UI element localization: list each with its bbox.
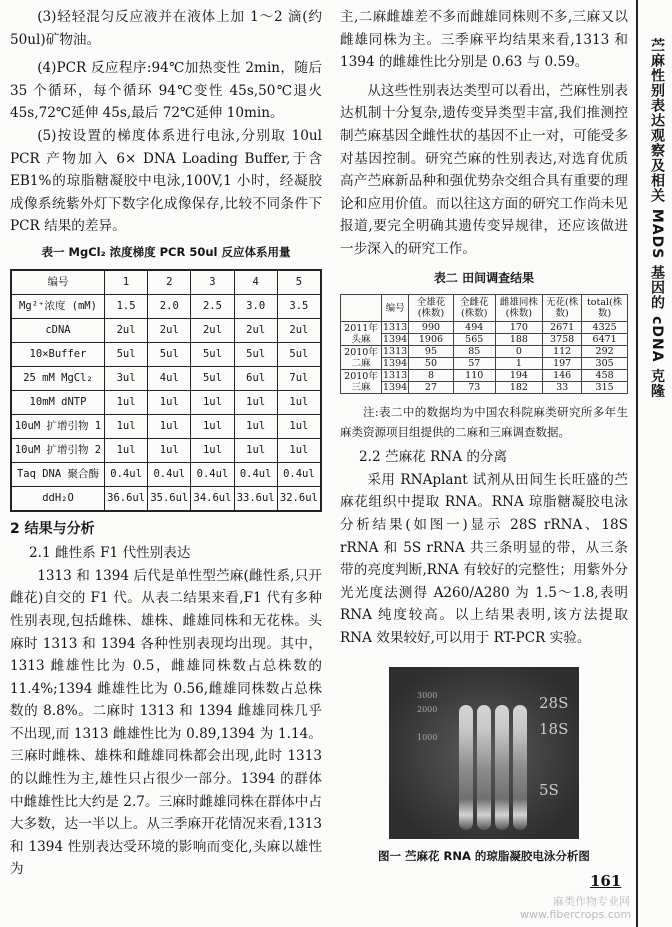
table2-caption: 表二 田间调查结果 bbox=[433, 270, 535, 285]
table-cell: 1394 bbox=[383, 382, 408, 394]
table-cell: 2.0 bbox=[148, 294, 191, 318]
page-number: 161 bbox=[590, 872, 622, 890]
table-header-cell: 全雄花(株数) bbox=[409, 295, 454, 322]
table-cell: 1ul bbox=[105, 414, 148, 438]
table-cell: 2ul bbox=[191, 318, 234, 342]
table-cell: 1313 bbox=[383, 322, 408, 334]
table-cell: 7ul bbox=[277, 366, 321, 390]
table-cell: 36.6ul bbox=[105, 486, 148, 511]
marker-label: 3000 bbox=[417, 691, 438, 701]
table-cell: 25 mM MgCl₂ bbox=[11, 366, 105, 390]
table-header-cell bbox=[341, 295, 382, 322]
table-header-cell: 编号 bbox=[382, 295, 409, 322]
table1-caption: 表一 MgCl₂ 浓度梯度 PCR 50ul 反应体系用量 bbox=[41, 244, 291, 259]
table2 bbox=[340, 294, 628, 394]
watermark bbox=[520, 895, 630, 921]
paragraph: 从这些性别表达类型可以看出，苎麻性别表达机制十分复杂,遗传变异类型丰富,我们推测控制苎麻基因全雌性状的基因不止一对，可能受多对基因控制。研究苎麻的性别表达,对选育优质高产苎麻新品种和强优势杂交组合具有重要的理论和应用价值。而以往这方面的研究工作尚未见报道,要完全明确其遗传变异规律，还应该做进一步深入的研究工作。 bbox=[340, 82, 628, 257]
table-cell: 1ul bbox=[277, 414, 321, 438]
table-cell: 6471 bbox=[582, 334, 628, 346]
table-cell: 5ul bbox=[191, 342, 234, 366]
subsection-heading: 2.2 苎麻花 RNA 的分离 bbox=[359, 449, 508, 466]
table-cell: cDNA bbox=[11, 318, 105, 342]
paragraph: (3)轻轻混匀反应液并在液体上加 1～2 滴(约50ul)矿物油。 bbox=[10, 9, 322, 48]
figure-caption: 图一 苎麻花 RNA 的琼脂凝胶电泳分析图 bbox=[378, 849, 590, 864]
table-cell: 1ul bbox=[191, 414, 234, 438]
section-heading: 2 结果与分析 bbox=[10, 520, 95, 537]
band-label: 5S bbox=[539, 781, 559, 800]
table-cell: 2ul bbox=[234, 318, 277, 342]
left-column bbox=[10, 6, 322, 881]
table-row bbox=[11, 342, 321, 366]
right-column bbox=[340, 6, 628, 873]
gel-lane bbox=[495, 705, 509, 830]
table-row bbox=[341, 358, 628, 370]
table-cell: 0.4ul bbox=[148, 462, 191, 486]
table-cell: 1ul bbox=[148, 390, 191, 414]
table-cell: 57 bbox=[453, 358, 495, 370]
table-cell: 292 bbox=[582, 346, 628, 358]
table-cell: 194 bbox=[495, 370, 542, 382]
table-cell: 0.4ul bbox=[105, 462, 148, 486]
table-cell: Taq DNA 聚合酶 bbox=[11, 462, 105, 486]
table-cell: 6ul bbox=[234, 366, 277, 390]
table-cell: 170 bbox=[495, 322, 542, 334]
table-cell: 27 bbox=[409, 382, 454, 394]
gel-electrophoresis-image bbox=[389, 667, 579, 839]
table-note: 注:表二中的数据均为中国农科院麻类研究所多年生麻类资源项目组提供的二麻和三麻调查数据。 bbox=[340, 405, 628, 440]
table-cell: 1ul bbox=[277, 390, 321, 414]
table-cell: 0.4ul bbox=[277, 462, 321, 486]
table-cell: 3.0 bbox=[234, 294, 277, 318]
subsection-heading: 2.1 雌性系 F1 代性别表达 bbox=[29, 545, 191, 562]
table-row bbox=[11, 414, 321, 438]
table-cell: 1ul bbox=[148, 438, 191, 462]
paragraph: 采用 RNAplant 试剂从田间生长旺盛的苎麻花组织中提取 RNA。RNA 琼脂糖凝胶电泳分析结果(如图一)显示 28S rRNA、18S rRNA 和 5S rRNA 共三条明显的带，从三条带的亮度判断,RNA 有较好的完整性；用紫外分光光度法测得 A260/A280 为 1.5～1.8,表明 RNA 纯度较高。以上结果表明,该方法提取 RNA 效果较好,可以用于 RT-PCR 实验。 bbox=[340, 471, 628, 646]
table-cell: 4ul bbox=[148, 366, 191, 390]
table-row bbox=[341, 346, 628, 358]
table-cell: 95 bbox=[409, 346, 454, 358]
table-cell: 188 bbox=[495, 334, 542, 346]
table-row bbox=[11, 390, 321, 414]
gel-lane bbox=[513, 705, 527, 830]
table-cell: 10×Buffer bbox=[11, 342, 105, 366]
table-cell: 5ul bbox=[148, 342, 191, 366]
table-cell: 85 bbox=[453, 346, 495, 358]
watermark-line: 麻类作物专业网 bbox=[553, 895, 630, 908]
table-cell: 1ul bbox=[277, 438, 321, 462]
table-cell: 2ul bbox=[105, 318, 148, 342]
table-cell: 1 bbox=[495, 358, 542, 370]
table-cell: 10uM 扩增引物 2 bbox=[11, 438, 105, 462]
table-cell: 3.5 bbox=[277, 294, 321, 318]
table-cell: 458 bbox=[582, 370, 628, 382]
table-cell: 32.6ul bbox=[277, 486, 321, 511]
column-rule bbox=[636, 0, 638, 927]
running-title: 苎麻性别表达观察及相关 MADS 基因的 cDNA 克隆 bbox=[649, 38, 665, 399]
table-header-cell: 雌雄同株(株数) bbox=[495, 295, 542, 322]
table-cell: 112 bbox=[543, 346, 582, 358]
table-cell: 5ul bbox=[191, 366, 234, 390]
table-cell: 197 bbox=[543, 358, 582, 370]
table-cell: 0.4ul bbox=[191, 462, 234, 486]
table-cell: 0 bbox=[495, 346, 542, 358]
table-cell: 73 bbox=[453, 382, 495, 394]
table-cell: 494 bbox=[453, 322, 495, 334]
table-cell: 1313 bbox=[383, 346, 408, 358]
table-header-row bbox=[341, 295, 628, 322]
table-cell: 33 bbox=[543, 382, 582, 394]
table-cell: 5ul bbox=[277, 342, 321, 366]
table-cell: 3 bbox=[191, 270, 234, 295]
table-row bbox=[341, 382, 628, 394]
table-cell: Mg²⁺浓度 (mM) bbox=[11, 294, 105, 318]
table-row bbox=[11, 438, 321, 462]
paragraph: 主,二麻雌雄差不多而雌雄同株则不多,三麻又以雌雄同株为主。三季麻平均结果来看,1313 和 1394 的雌雄性比分别是 0.63 与 0.59。 bbox=[340, 9, 628, 71]
watermark-line: www.fibercrops.com bbox=[520, 908, 632, 921]
table-cell: 4 bbox=[234, 270, 277, 295]
table-header-cell: 无花(株数) bbox=[543, 295, 582, 322]
table-row bbox=[341, 334, 628, 346]
marker-label: 1000 bbox=[417, 733, 438, 743]
table-cell: 2ul bbox=[277, 318, 321, 342]
table-cell: 1ul bbox=[191, 390, 234, 414]
table-cell: 1 bbox=[105, 270, 148, 295]
table-cell: 146 bbox=[543, 370, 582, 382]
table1 bbox=[10, 269, 322, 512]
table-row bbox=[11, 366, 321, 390]
table-row bbox=[341, 370, 628, 382]
table-row bbox=[11, 270, 321, 295]
table-cell: 1ul bbox=[191, 438, 234, 462]
table-cell: 1.5 bbox=[105, 294, 148, 318]
table-cell: 5ul bbox=[234, 342, 277, 366]
table-cell: 34.6ul bbox=[191, 486, 234, 511]
table-cell: 2.5 bbox=[191, 294, 234, 318]
gel-lane bbox=[477, 705, 491, 830]
table-cell: 3758 bbox=[543, 334, 582, 346]
table-cell: 1ul bbox=[234, 438, 277, 462]
table-row bbox=[11, 294, 321, 318]
table-cell: 8 bbox=[409, 370, 454, 382]
table-cell: 1ul bbox=[234, 414, 277, 438]
table-cell: 编号 bbox=[11, 270, 105, 295]
table-cell: 33.6ul bbox=[234, 486, 277, 511]
table-cell: 0.4ul bbox=[234, 462, 277, 486]
table-cell: 305 bbox=[582, 358, 628, 370]
table-cell: 1ul bbox=[234, 390, 277, 414]
table-row bbox=[11, 486, 321, 511]
marker-label: 2000 bbox=[417, 705, 438, 715]
gel-lane bbox=[459, 705, 473, 830]
table-cell: 182 bbox=[495, 382, 542, 394]
table-cell: 2 bbox=[148, 270, 191, 295]
band-label: 28S bbox=[539, 694, 569, 713]
season-cell: 2010年三麻 bbox=[341, 370, 382, 394]
table-cell: 990 bbox=[409, 322, 454, 334]
table-cell: 1313 bbox=[383, 370, 408, 382]
table-cell: 1ul bbox=[105, 390, 148, 414]
table-cell: 35.6ul bbox=[148, 486, 191, 511]
table-row bbox=[11, 462, 321, 486]
table-cell: 5 bbox=[277, 270, 321, 295]
table-cell: 2671 bbox=[543, 322, 582, 334]
table-cell: ddH₂O bbox=[11, 486, 105, 511]
table-cell: 1906 bbox=[409, 334, 454, 346]
table-cell: 2ul bbox=[148, 318, 191, 342]
table-cell: 3ul bbox=[105, 366, 148, 390]
table-cell: 10uM 扩增引物 1 bbox=[11, 414, 105, 438]
table-cell: 10mM dNTP bbox=[11, 390, 105, 414]
table-header-cell: total(株数) bbox=[582, 295, 628, 322]
paragraph: (5)按设置的梯度体系进行电泳,分别取 10ul PCR 产物加入 6× DNA Loading Buffer,于含 EB1%的琼脂糖凝胶中电泳,100V,1 小时，经凝胶成像系统紫外灯下数字化成像保存,比较不同条件下 PCR 结果的差异。 bbox=[10, 127, 322, 235]
table-header-cell: 全雌花(株数) bbox=[453, 295, 495, 322]
table-row bbox=[341, 322, 628, 334]
table-cell: 50 bbox=[409, 358, 454, 370]
table-cell: 565 bbox=[453, 334, 495, 346]
table-cell: 4325 bbox=[582, 322, 628, 334]
table-cell: 1394 bbox=[383, 358, 408, 370]
table-cell: 1394 bbox=[383, 334, 408, 346]
season-cell: 2010年二麻 bbox=[341, 346, 382, 370]
table-cell: 110 bbox=[453, 370, 495, 382]
table-cell: 1ul bbox=[105, 438, 148, 462]
table-cell: 315 bbox=[582, 382, 628, 394]
paragraph: 1313 和 1394 后代是单性型苎麻(雌性系,只开雌花)自交的 F1 代。从表二结果来看,F1 代有多种性别表现,包括雌株、雄株、雌雄同株和无花株。头麻时 1313 和 1394 各种性别表现均出现。其中，1313 雌雄性比为 0.5，雌雄同株数占总株数的 11.4%;1394 雌雄性比为 0.56,雌雄同株数占总株数的 8.8%。二麻时 1313 和 1394 雌雄同株几乎不出现,而 1313 雌雄性比为 0.89,1394 为 1.14。三麻时雌株、雄株和雌雄同株都会出现,此时 1313 的以雌性为主,雄性只占很少一部分。1394 的群体中雌雄性比大约是 2.7。三麻时雌雄同株在群体中占大多数，达一半以上。从三季麻开花情况来看,1313 和 1394 性别表达受环境的影响而变化,头麻以雄性为 bbox=[10, 567, 322, 878]
table-row bbox=[11, 318, 321, 342]
band-label: 18S bbox=[539, 720, 569, 739]
table-cell: 5ul bbox=[105, 342, 148, 366]
season-cell: 2011年头麻 bbox=[341, 322, 382, 346]
table-cell: 1ul bbox=[148, 414, 191, 438]
paragraph: (4)PCR 反应程序:94℃加热变性 2min，随后 35 个循环，每个循环 94℃变性 45s,50℃退火 45s,72℃延伸 45s,最后 72℃延伸 10min。 bbox=[10, 60, 322, 122]
